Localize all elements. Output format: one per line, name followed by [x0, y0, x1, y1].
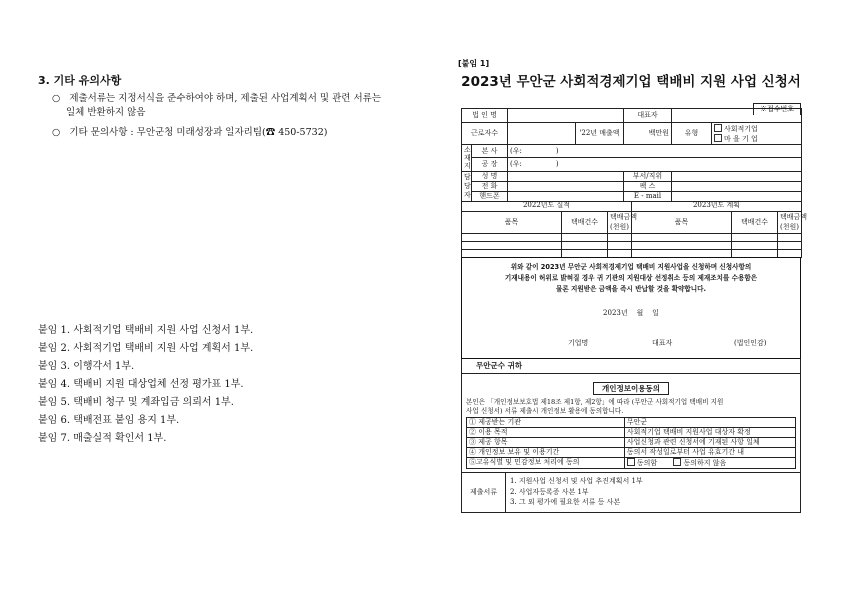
attachment-list: [38, 322, 253, 448]
attachment-item: 붙임 2. 사회적기업 택배비 지원 사업 계획서 1부.: [38, 343, 254, 354]
contact-char: 당: [464, 182, 471, 190]
cell[interactable]: [778, 241, 802, 249]
privacy-text: [466, 398, 796, 416]
cell[interactable]: [732, 233, 778, 241]
bullet-circle-icon: ○: [52, 93, 61, 104]
attachment-item: 붙임 3. 이행각서 1부.: [38, 361, 135, 372]
privacy-value: 사업신청과 관련 신청서에 기재된 사항 일체: [624, 437, 795, 447]
col-amount-l2: (천원): [780, 223, 800, 231]
privacy-key: ① 제공받는 기관: [467, 417, 625, 427]
form-title: 2023년 무안군 사회적경제기업 택배비 지원 사업 신청서: [461, 74, 801, 90]
documents-label: 제출서류: [462, 472, 506, 512]
company-name-field[interactable]: [508, 109, 624, 123]
col-item: 품목: [632, 211, 732, 233]
company-name-label: 법 인 명: [462, 109, 508, 123]
documents-table: [461, 472, 801, 513]
declaration-text: [462, 258, 800, 295]
location-char: 지: [464, 162, 471, 170]
phone-label: 전 화: [472, 182, 508, 192]
col-amount-l1: 택배금액: [780, 213, 808, 221]
hq-label: 본 사: [472, 145, 508, 158]
sales-label: '22년 매출액: [576, 123, 624, 145]
fax-field[interactable]: [672, 182, 802, 192]
ceo-label: 대표자: [624, 109, 672, 123]
contact-name-field[interactable]: [508, 172, 624, 182]
cell[interactable]: [562, 241, 608, 249]
note-item: [52, 92, 412, 120]
sales-field[interactable]: [624, 123, 672, 145]
date-line: 2023년 월 일: [603, 308, 659, 317]
attachment-item: 붙임 6. 택배전표 붙임 용지 1부.: [38, 415, 180, 426]
col-amount: [608, 211, 638, 233]
cell[interactable]: [732, 241, 778, 249]
privacy-key: ② 이용 목적: [467, 427, 625, 437]
privacy-value: 동의서 작성일로부터 사업 유효기간 내: [624, 447, 795, 457]
col-amount-l2: (천원): [610, 223, 629, 231]
email-field[interactable]: [672, 192, 802, 202]
dept-label: 부서/직위: [624, 172, 672, 182]
document-item: 2. 사업자등록증 사본 1부: [510, 487, 589, 496]
cell[interactable]: [608, 241, 632, 249]
recipient: 무안군수 귀하: [461, 359, 801, 374]
contact-char: 담: [464, 173, 471, 181]
declaration-line: 위와 같이 2023년 무안군 사회적경제기업 택배비 지원사업을 신청하며 신청사항의: [510, 262, 752, 271]
postal-suffix: ): [555, 160, 559, 168]
privacy-title: 개인정보이용동의: [593, 382, 669, 395]
note-text: 기타 문의사항 : 무안군청 미래성장과 일자리팀(☎ 450-5732): [69, 127, 328, 138]
privacy-section: [461, 374, 801, 473]
document-item: 1. 지원사업 신청서 및 사업 추진계획서 1부: [510, 477, 643, 486]
privacy-line: 본인은 「개인정보보호법 제18조 제1항, 제2항」에 따라 (무안군 사회적기업 택배비 지원: [466, 397, 724, 406]
receipt-number-box: ※접수번호: [753, 103, 801, 115]
col-item: 품목: [462, 211, 562, 233]
document-item: 3. 그 외 평가에 필요한 서류 등 사본: [510, 498, 621, 507]
sales-unit: 백만원: [648, 129, 669, 137]
type-label: 유형: [672, 123, 712, 145]
note-text-cont: 일체 반환하지 않음: [66, 107, 146, 118]
performance-table: [461, 201, 808, 258]
checkbox-icon: [627, 458, 635, 466]
cell[interactable]: [562, 233, 608, 241]
table-row: [462, 241, 802, 249]
location-label: [462, 145, 472, 172]
consent-label: ⑤고유식별 및 민감정보 처리에 동의: [467, 457, 625, 468]
location-char: 소: [464, 146, 471, 154]
type-opt2-label: 마 을 기 업: [724, 134, 758, 143]
checkbox-icon: [673, 458, 681, 466]
location-char: 재: [464, 154, 471, 162]
agree-checkbox[interactable]: [627, 459, 657, 467]
attachment-item: 붙임 1. 사회적기업 택배비 지원 사업 신청서 1부.: [38, 325, 254, 336]
mobile-field[interactable]: [508, 192, 624, 202]
postal-prefix: (우:: [510, 160, 522, 168]
type-village-enterprise-checkbox[interactable]: [714, 134, 799, 144]
disagree-label: 동의하지 않음: [683, 458, 727, 467]
privacy-table: [466, 417, 796, 469]
postal-prefix: (우:: [510, 146, 522, 155]
contact-label: [462, 172, 472, 202]
table-row: [462, 233, 802, 241]
note-item: [52, 126, 412, 140]
contact-name-label: 성 명: [472, 172, 508, 182]
type-social-enterprise-checkbox[interactable]: [714, 124, 799, 134]
postal-suffix: ): [555, 146, 559, 155]
hq-address-field[interactable]: [508, 145, 802, 158]
declaration-box: [461, 257, 801, 359]
dept-field[interactable]: [672, 172, 802, 182]
agree-label: 동의함: [636, 458, 658, 467]
perf-2022-header: 2022년도 실적: [462, 201, 632, 211]
applicant-table: [461, 108, 802, 202]
bullet-circle-icon: ○: [52, 127, 61, 138]
phone-field[interactable]: [508, 182, 624, 192]
email-label: E - mail: [624, 192, 672, 202]
workers-label: 근로자수: [462, 123, 508, 145]
application-form: [461, 96, 808, 513]
company-sig-label: 기업명: [568, 338, 589, 347]
privacy-line: 사업 신청서) 서류 제출시 개인정보 활용에 동의합니다.: [466, 406, 624, 415]
col-amount-l1: 택배금액: [610, 213, 638, 221]
privacy-value: 사회적기업 택배비 지원사업 대상자 확정: [624, 427, 795, 437]
contact-char: 자: [464, 191, 471, 199]
seal-sig-label: (법인인감): [734, 338, 767, 347]
attachment-item: 붙임 4. 택배비 지원 대상업체 선정 평가표 1부.: [38, 379, 244, 390]
section-title: 3. 기타 유의사항: [38, 74, 122, 87]
checkbox-icon: [714, 134, 722, 142]
factory-address-field[interactable]: [508, 158, 802, 172]
workers-field[interactable]: [508, 123, 576, 145]
ceo-sig-label: 대표자: [652, 338, 673, 347]
cell[interactable]: [632, 233, 732, 241]
factory-label: 공 장: [472, 158, 508, 172]
privacy-key: ③ 제공 항목: [467, 437, 625, 447]
cell[interactable]: [608, 233, 632, 241]
cell[interactable]: [462, 241, 562, 249]
cell[interactable]: [462, 233, 562, 241]
col-count: 택배건수: [562, 211, 608, 233]
form-tag: [붙임 1]: [458, 59, 490, 68]
checkbox-icon: [714, 124, 722, 132]
declaration-line: 물론 지원받은 금액을 즉시 반납할 것을 확약합니다.: [555, 284, 707, 293]
type-opt1-label: 사회적기업: [724, 124, 758, 133]
privacy-value: 무안군: [624, 417, 795, 427]
cell[interactable]: [632, 241, 732, 249]
note-text: 제출서류는 지정서식을 준수하여야 하며, 제출된 사업계획서 및 관련 서류는: [69, 93, 381, 104]
disagree-checkbox[interactable]: [673, 459, 726, 467]
consent-options: [624, 457, 795, 468]
type-options: [712, 123, 802, 145]
plan-2023-header: 2023년도 계획: [632, 201, 802, 211]
left-page: [0, 0, 420, 595]
col-count: 택배건수: [732, 211, 778, 233]
fax-label: 팩 스: [624, 182, 672, 192]
attachment-item: 붙임 5. 택배비 청구 및 계좌입금 의뢰서 1부.: [38, 397, 234, 408]
mobile-label: 핸드폰: [472, 192, 508, 202]
cell[interactable]: [778, 233, 802, 241]
col-amount: [778, 211, 808, 233]
attachment-item: 붙임 7. 매출실적 확인서 1부.: [38, 433, 167, 444]
declaration-line: 기재내용이 허위로 밝혀질 경우 귀 기관의 지원대상 선정취소 등의 제재조치를 수용함은: [504, 273, 758, 282]
privacy-key: ④ 개인정보 보유 및 이용기간: [467, 447, 625, 457]
documents-list: [506, 472, 801, 512]
